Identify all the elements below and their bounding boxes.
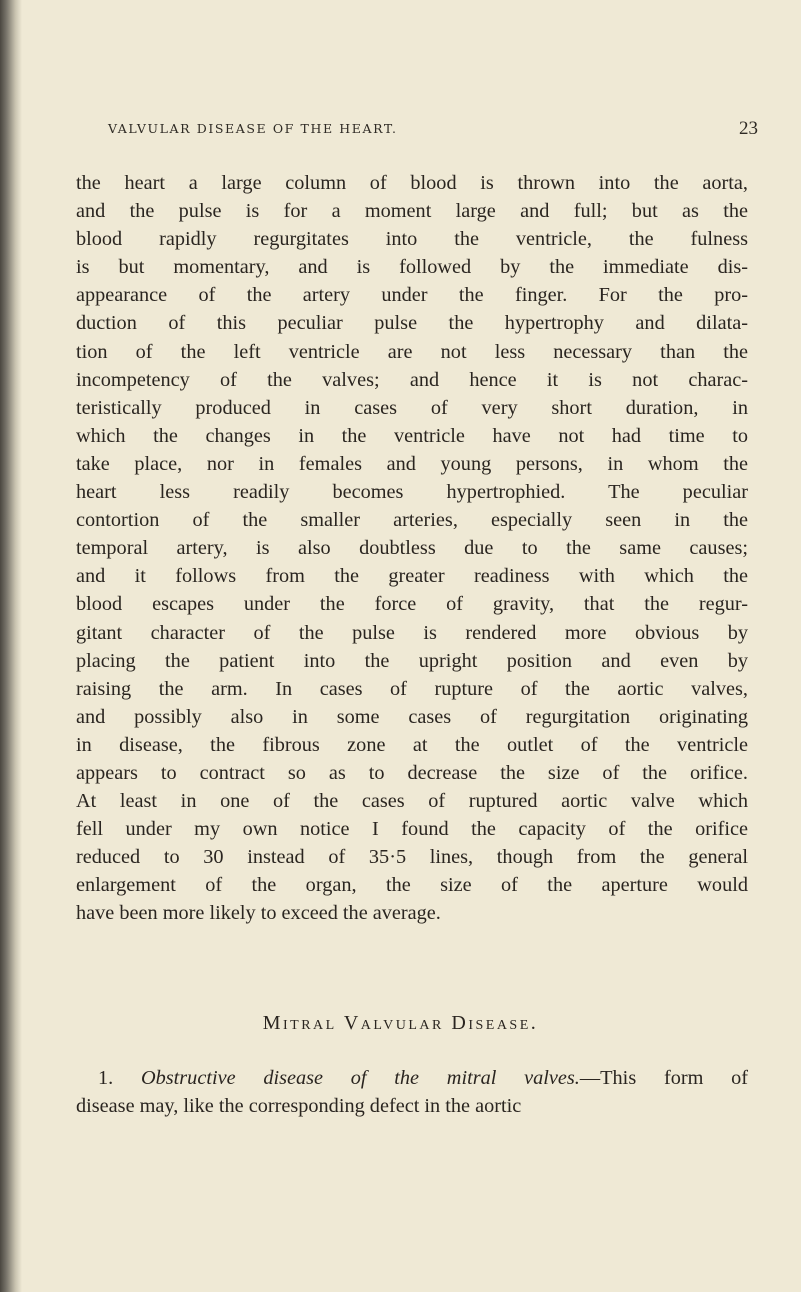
text-line: have been more likely to exceed the average. [76,902,441,925]
text-line: and possibly also in some cases of regurgitation originating [76,705,748,728]
section-heading-text: Mitral Valvular Disease. [262,1012,539,1034]
section-heading [0,1012,801,1035]
text-line: and it follows from the greater readiness with which the [76,565,748,588]
binding-gutter-shadow [0,0,22,1292]
text-line: At least in one of the cases of ruptured aortic valve which [76,790,748,813]
text-line: the heart a large column of blood is thrown into the aorta, [76,172,748,194]
text-line: in disease, the fibrous zone at the outlet of the ventricle [76,733,748,756]
page-number: 23 [739,118,758,139]
running-head-title: VALVULAR DISEASE OF THE HEART. [108,121,398,136]
text-line: temporal artery, is also doubtless due to the same causes; [76,537,748,560]
text-line: raising the arm. In cases of rupture of the aortic valves, [76,677,748,700]
text-line: fell under my own notice I found the capacity of the orifice [76,818,748,841]
text-line: take place, nor in females and young persons, in whom the [76,452,748,475]
section-first-line-rest: —This form of [579,1067,749,1089]
text-line: appearance of the artery under the finger. For the pro- [76,284,748,307]
text-line: is but momentary, and is followed by the immediate dis- [76,256,748,279]
text-line: contortion of the smaller arteries, especially seen in the [76,509,748,532]
text-line: incompetency of the valves; and hence it is not charac- [76,368,748,391]
text-line: heart less readily becomes hypertrophied. The peculiar [76,481,748,504]
text-line: gitant character of the pulse is rendered more obvious by [76,621,748,644]
section-italic-title: Obstructive disease of the mitral valves. [140,1067,580,1089]
text-line: appears to contract so as to decrease the size of the orifice. [76,761,748,784]
text-line: enlargement of the organ, the size of the aperture would [76,874,748,897]
text-line: tion of the left ventricle are not less necessary than the [76,340,748,363]
text-line: and the pulse is for a moment large and full; but as the [76,200,748,223]
text-line: duction of this peculiar pulse the hypertrophy and dilata- [76,312,748,335]
text-line: reduced to 30 instead of 35·5 lines, though from the general [76,846,748,869]
text-line: blood rapidly regurgitates into the ventricle, the fulness [76,228,748,251]
text-line: which the changes in the ventricle have not had time to [76,424,748,447]
text-line: blood escapes under the force of gravity, that the regur- [76,593,748,616]
running-head [108,118,760,140]
body-paragraph [76,169,748,928]
text-line: teristically produced in cases of very short duration, in [76,396,748,419]
section-paragraph [76,1064,748,1120]
section-number: 1. [98,1067,114,1089]
section-second-line: disease may, like the corresponding defect in the aortic [76,1095,522,1118]
text-line: placing the patient into the upright position and even by [76,649,748,672]
section-first-line [76,1064,748,1092]
